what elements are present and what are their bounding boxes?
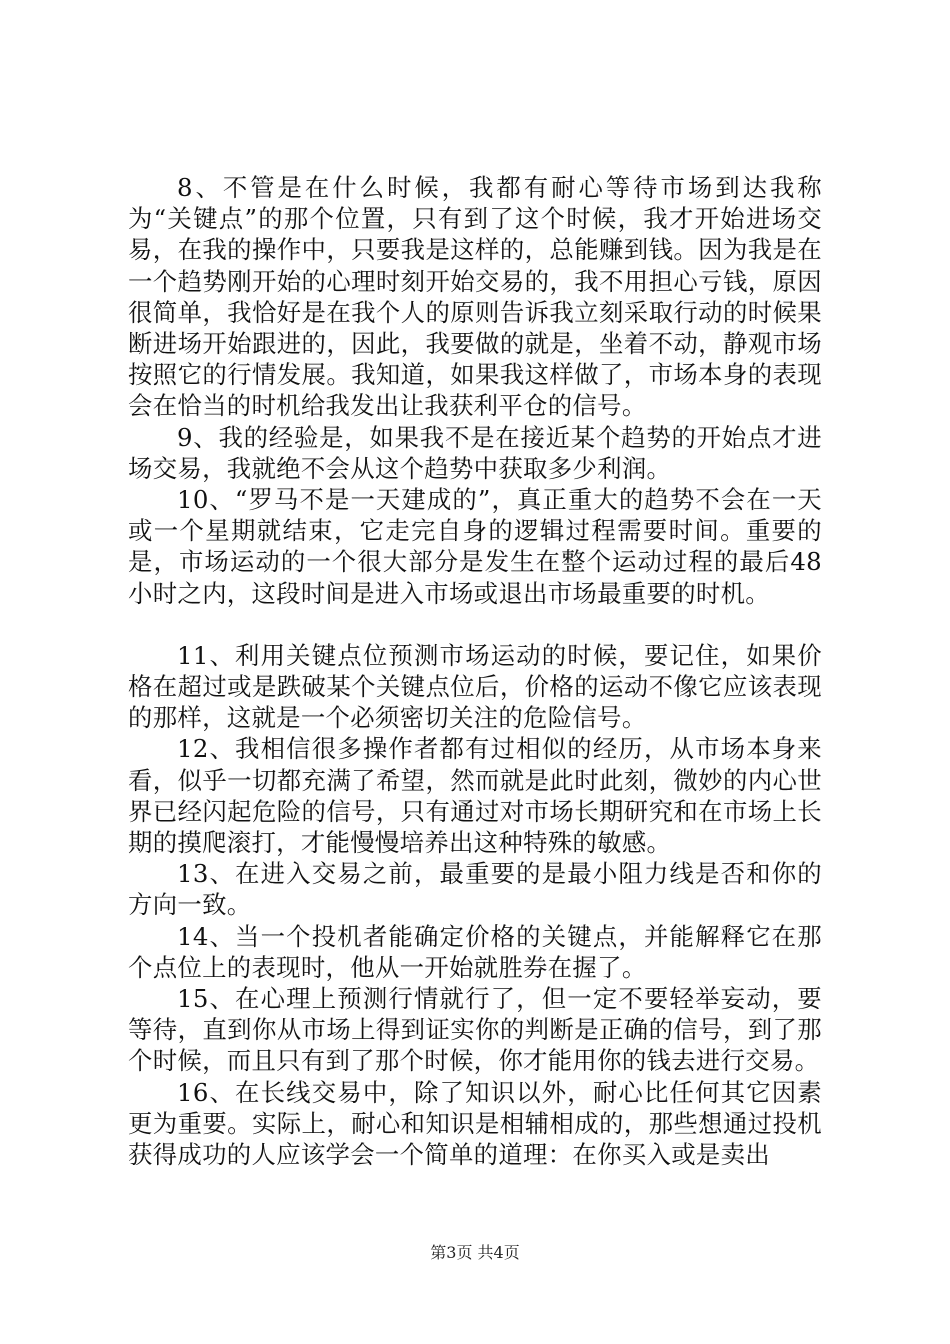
paragraph-8: 8、不管是在什么时候，我都有耐心等待市场到达我称为“关键点”的那个位置，只有到了这个时候，我才开始进场交易，在我的操作中，只要我是这样的，总能赚到钱。因为我是在一个趋势刚开始的心理时刻开始交易的，我不用担心亏钱，原因很简单，我恰好是在我个人的原则告诉我立刻采取行动的时候果断进场开始跟进的，因此，我要做的就是，坐着不动，静观市场按照它的行情发展。我知道，如果我这样做了，市场本身的表现会在恰当的时机给我发出让我获利平仓的信号。 [128,173,822,421]
paragraph-14: 14、当一个投机者能确定价格的关键点，并能解释它在那个点位上的表现时，他从一开始就胜券在握了。 [128,921,822,982]
page-footer: 第3页 共4页 [430,1243,520,1262]
document-body [128,172,822,1170]
paragraph-13: 13、在进入交易之前，最重要的是最小阻力线是否和你的方向一致。 [128,859,822,920]
paragraph-10: 10、“罗马不是一天建成的”，真正重大的趋势不会在一天或一个星期就结束，它走完自身的逻辑过程需要时间。重要的是，市场运动的一个很大部分是发生在整个运动过程的最后48小时之内，这段时间是进入市场或退出市场最重要的时机。 [128,485,822,608]
paragraph-9: 9、我的经验是，如果我不是在接近某个趋势的开始点才进场交易，我就绝不会从这个趋势中获取多少利润。 [128,422,822,483]
paragraph-12: 12、我相信很多操作者都有过相似的经历，从市场本身来看，似乎一切都充满了希望，然而就是此时此刻，微妙的内心世界已经闪起危险的信号，只有通过对市场长期研究和在市场上长期的摸爬滚打，才能慢慢培养出这种特殊的敏感。 [128,734,822,858]
paragraph-11: 11、利用关键点位预测市场运动的时候，要记住，如果价格在超过或是跌破某个关键点位后，价格的运动不像它应该表现的那样，这就是一个必须密切关注的危险信号。 [128,640,822,733]
paragraph-15: 15、在心理上预测行情就行了，但一定不要轻举妄动，要等待，直到你从市场上得到证实你的判断是正确的信号，到了那个时候，而且只有到了那个时候，你才能用你的钱去进行交易。 [128,984,822,1076]
paragraph-16: 16、在长线交易中，除了知识以外，耐心比任何其它因素更为重要。实际上，耐心和知识是相辅相成的，那些想通过投机获得成功的人应该学会一个简单的道理：在你买入或是卖出 [128,1077,822,1170]
